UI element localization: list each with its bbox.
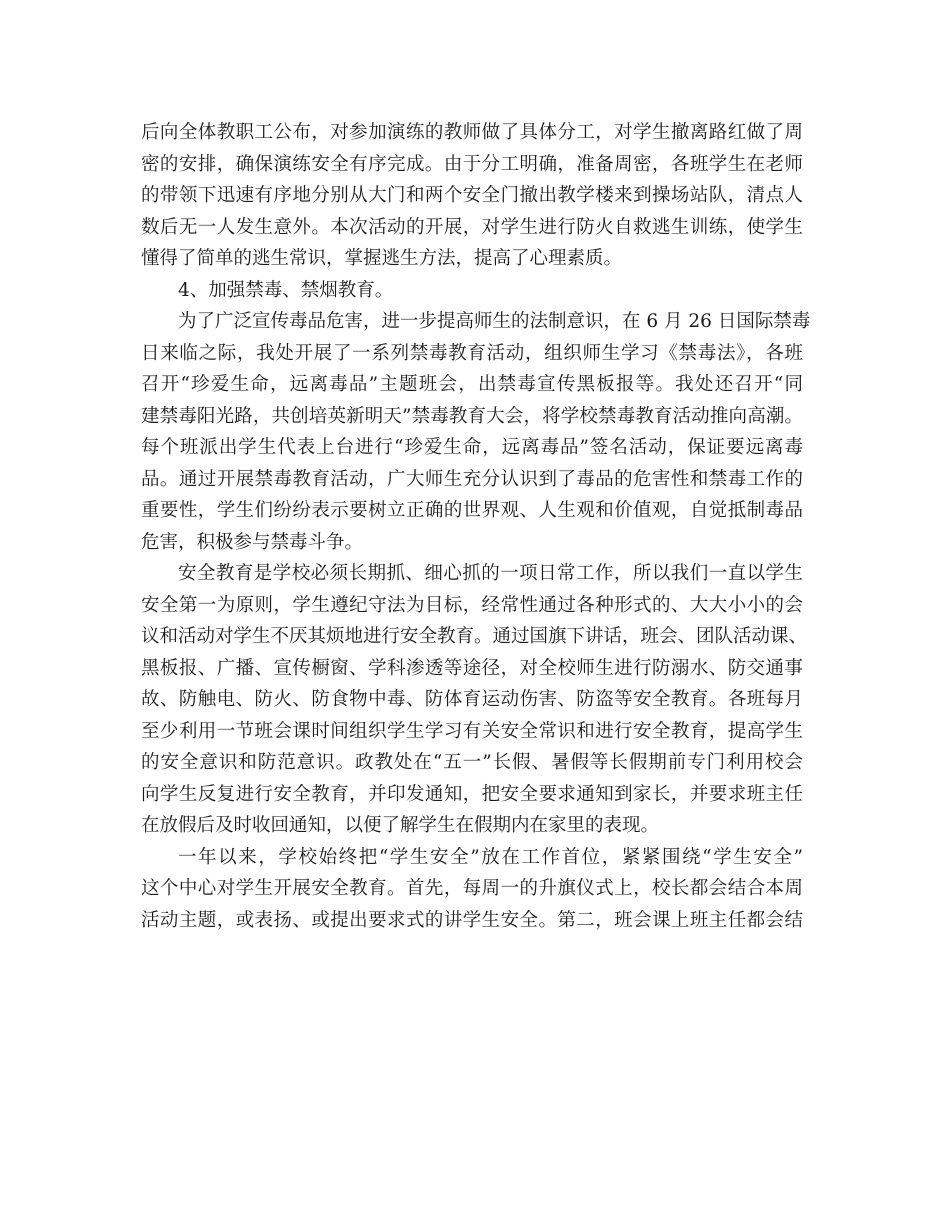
document-body (141, 117, 811, 936)
text-line: 的安全意识和防范意识。政教处在“五一”长假、暑假等长假期前专门利用校会 (141, 752, 803, 773)
text-line: 品。通过开展禁毒教育活动，广大师生充分认识到了毒品的危害性和禁毒工作的 (141, 468, 803, 490)
text-line: 后向全体教职工公布，对参加演练的教师做了具体分工，对学生撤离路红做了周 (141, 122, 803, 143)
text-line: 懂得了简单的逃生常识，掌握逃生方法，提高了心理素质。 (141, 248, 623, 269)
text-line: 安全第一为原则，学生遵纪守法为目标，经常性通过各种形式的、大大小小的会 (141, 594, 803, 616)
text-line: 危害，积极参与禁毒斗争。 (141, 531, 364, 553)
text-line: 4、加强禁毒、禁烟教育。 (178, 279, 394, 301)
text-line: 活动主题，或表扬、或提出要求式的讲学生安全。第二，班会课上班主任都会结 (141, 909, 803, 931)
text-line: 在放假后及时收回通知，以便了解学生在假期内在家里的表现。 (141, 815, 660, 836)
text-line: 黑板报、广播、宣传橱窗、学科渗透等途径，对全校师生进行防溺水、防交通事 (141, 657, 803, 679)
text-line: 日来临之际，我处开展了一系列禁毒教育活动，组织师生学习《禁毒法》，各班 (141, 342, 803, 364)
text-line: 至少利用一节班会课时间组织学生学习有关安全常识和进行安全教育，提高学生 (141, 720, 803, 742)
text-line: 向学生反复进行安全教育，并印发通知，把安全要求通知到家长，并要求班主任 (141, 783, 803, 805)
text-line: 召开“珍爱生命，远离毒品”主题班会，出禁毒宣传黑板报等。我处还召开“同 (141, 374, 803, 395)
text-line: 故、防触电、防火、防食物中毒、防体育运动伤害、防盗等安全教育。各班每月 (141, 689, 803, 710)
text-line: 一年以来，学校始终把“学生安全”放在工作首位，紧紧围绕“学生安全” (178, 846, 803, 868)
text-line: 每个班派出学生代表上台进行“珍爱生命，远离毒品”签名活动，保证要远离毒 (141, 437, 803, 458)
text-line: 为了广泛宣传毒品危害，进一步提高师生的法制意识，在 6 月 26 日国际禁毒 (178, 311, 811, 332)
text-line: 议和活动对学生不厌其烦地进行安全教育。通过国旗下讲话，班会、团队活动课、 (141, 626, 808, 647)
text-line: 建禁毒阳光路，共创培英新明天”禁毒教育大会，将学校禁毒教育活动推向高潮。 (141, 405, 803, 427)
text-line: 密的安排，确保演练安全有序完成。由于分工明确，准备周密，各班学生在老师 (141, 153, 803, 175)
text-line: 数后无一人发生意外。本次活动的开展，对学生进行防火自救逃生训练，使学生 (141, 216, 803, 238)
text-line: 这个中心对学生开展安全教育。首先，每周一的升旗仪式上，校长都会结合本周 (141, 878, 803, 899)
text-line: 重要性，学生们纷纷表示要树立正确的世界观、人生观和价值观，自觉抵制毒品 (141, 500, 803, 521)
text-line: 安全教育是学校必须长期抓、细心抓的一项日常工作，所以我们一直以学生 (178, 563, 803, 584)
text-line: 的带领下迅速有序地分别从大门和两个安全门撤出教学楼来到操场站队，清点人 (141, 185, 803, 206)
